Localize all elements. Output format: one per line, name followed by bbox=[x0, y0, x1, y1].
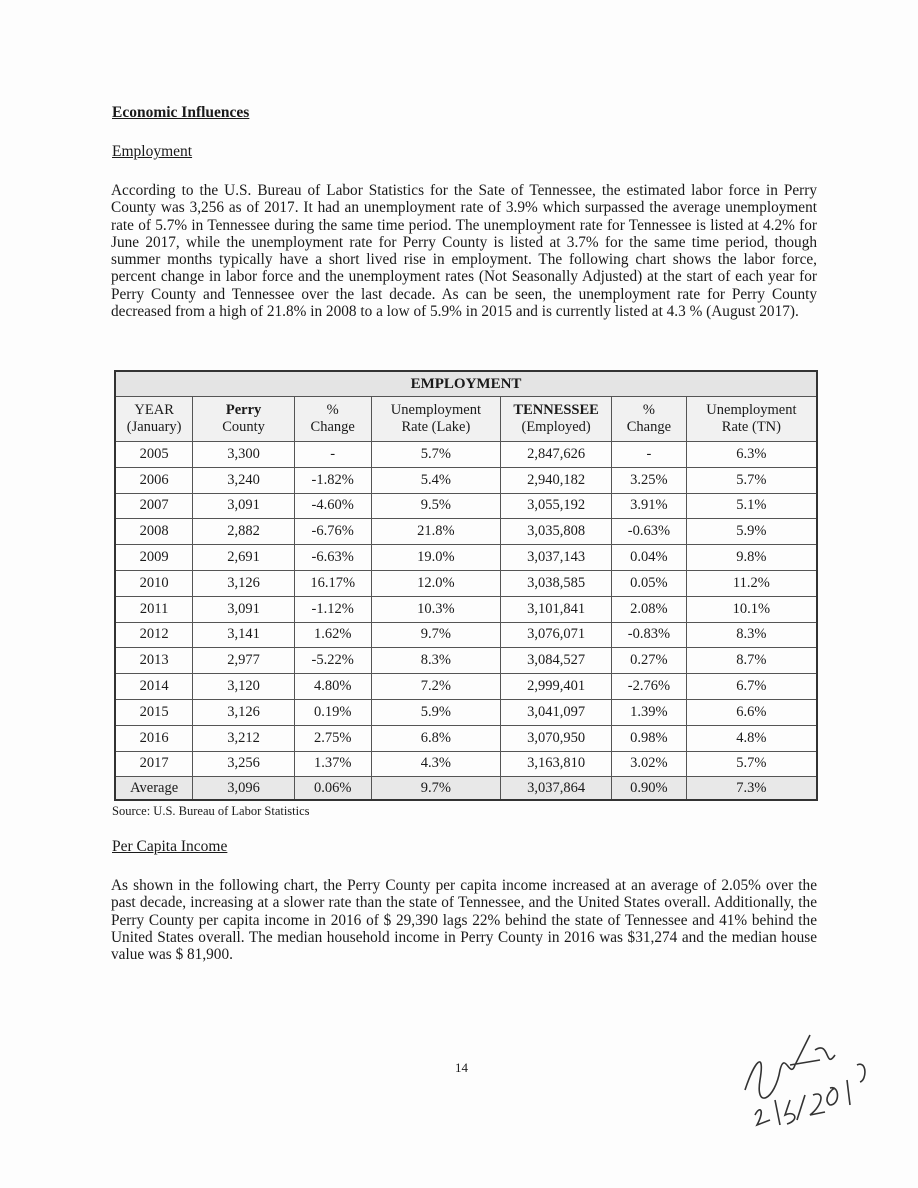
table-cell: 5.7% bbox=[686, 751, 817, 777]
table-cell: 3,163,810 bbox=[501, 751, 612, 777]
table-cell bbox=[686, 397, 817, 442]
table-cell: 2005 bbox=[115, 442, 193, 468]
table-cell: 5.1% bbox=[686, 493, 817, 519]
table-cell: 3,212 bbox=[193, 725, 295, 751]
table-row bbox=[115, 442, 817, 468]
table-cell: 2,940,182 bbox=[501, 467, 612, 493]
table-cell: 3,096 bbox=[193, 777, 295, 801]
table-cell: 1.37% bbox=[294, 751, 371, 777]
table-cell: 3,126 bbox=[193, 570, 295, 596]
table-cell: 16.17% bbox=[294, 570, 371, 596]
table-cell: 3,091 bbox=[193, 596, 295, 622]
table-cell: 5.7% bbox=[686, 467, 817, 493]
table-cell: 7.2% bbox=[371, 674, 501, 700]
table-cell: 2.75% bbox=[294, 725, 371, 751]
table-average-row bbox=[115, 777, 817, 801]
header-line: Rate (TN) bbox=[721, 419, 781, 435]
table-cell: 6.3% bbox=[686, 442, 817, 468]
table-cell: 3,126 bbox=[193, 699, 295, 725]
per-capita-heading: Per Capita Income bbox=[112, 838, 228, 855]
table-row bbox=[115, 519, 817, 545]
header-line: Rate (Lake) bbox=[401, 419, 471, 435]
table-row bbox=[115, 622, 817, 648]
table-cell: 3,300 bbox=[193, 442, 295, 468]
table-cell: 9.7% bbox=[371, 622, 501, 648]
table-cell: 0.27% bbox=[612, 648, 687, 674]
table-cell bbox=[115, 397, 193, 442]
header-line: % bbox=[326, 402, 339, 418]
table-cell: Average bbox=[115, 777, 193, 801]
header-line: Unemployment bbox=[390, 402, 481, 418]
table-cell: 1.39% bbox=[612, 699, 687, 725]
table-cell: 0.06% bbox=[294, 777, 371, 801]
table-cell: 9.7% bbox=[371, 777, 501, 801]
table-cell: - bbox=[294, 442, 371, 468]
table-row bbox=[115, 751, 817, 777]
table-cell bbox=[371, 397, 501, 442]
section-title: Economic Influences bbox=[112, 104, 250, 121]
table-row bbox=[115, 467, 817, 493]
table-cell: 3,091 bbox=[193, 493, 295, 519]
table-cell: 0.19% bbox=[294, 699, 371, 725]
table-cell: 6.7% bbox=[686, 674, 817, 700]
table-cell: 2007 bbox=[115, 493, 193, 519]
header-line: % bbox=[642, 402, 655, 418]
table-cell bbox=[501, 397, 612, 442]
header-line: YEAR bbox=[134, 402, 174, 418]
table-cell: 2011 bbox=[115, 596, 193, 622]
header-line: (Employed) bbox=[521, 419, 591, 435]
table-row bbox=[115, 674, 817, 700]
table-cell bbox=[193, 397, 295, 442]
table-cell: 19.0% bbox=[371, 545, 501, 571]
table-cell: 8.3% bbox=[686, 622, 817, 648]
table-cell: 4.3% bbox=[371, 751, 501, 777]
employment-paragraph: According to the U.S. Bureau of Labor Statistics for the Sate of Tennessee, the estimated labor force in Perry County was 3,256 as of 2017. It had an unemployment rate of 3.9% which surpassed the average unemployment rate of 5.7% in Tennessee during the same time period. The unemployment rate for Tennessee is listed at 4.2% for June 2017, while the unemployment rate for Perry County is listed at 3.7% for the same time period, though summer months typically have a short lived rise in employment. The following chart shows the labor force, percent change in labor force and the unemployment rates (Not Seasonally Adjusted) at the start of each year for Perry County and Tennessee over the last decade. As can be seen, the unemployment rate for Perry County decreased from a high of 21.8% in 2008 to a low of 5.9% in 2015 and is currently listed at 4.3 % (August 2017). bbox=[111, 182, 817, 321]
table-cell: 3.02% bbox=[612, 751, 687, 777]
table-row bbox=[115, 648, 817, 674]
table-cell: 3,101,841 bbox=[501, 596, 612, 622]
table-cell: 0.98% bbox=[612, 725, 687, 751]
table-row bbox=[115, 545, 817, 571]
header-line: (January) bbox=[126, 419, 182, 435]
table-cell: 3,037,864 bbox=[501, 777, 612, 801]
table-cell: 21.8% bbox=[371, 519, 501, 545]
table-cell: - bbox=[612, 442, 687, 468]
table-cell: 2010 bbox=[115, 570, 193, 596]
table-cell: -5.22% bbox=[294, 648, 371, 674]
table-cell: 3,041,097 bbox=[501, 699, 612, 725]
table-cell: 2015 bbox=[115, 699, 193, 725]
table-cell: 3,240 bbox=[193, 467, 295, 493]
table-cell: 8.7% bbox=[686, 648, 817, 674]
table-cell bbox=[612, 397, 687, 442]
table-title: EMPLOYMENT bbox=[115, 371, 817, 397]
table-cell: 10.1% bbox=[686, 596, 817, 622]
table-cell: -6.63% bbox=[294, 545, 371, 571]
table-cell: 9.5% bbox=[371, 493, 501, 519]
table-cell: 3,120 bbox=[193, 674, 295, 700]
table-cell: 2006 bbox=[115, 467, 193, 493]
page-number: 14 bbox=[455, 1060, 468, 1075]
table-source: Source: U.S. Bureau of Labor Statistics bbox=[112, 804, 310, 818]
header-line: Change bbox=[626, 419, 672, 435]
table-cell bbox=[294, 397, 371, 442]
header-line: Perry bbox=[225, 402, 262, 418]
table-cell: 2013 bbox=[115, 648, 193, 674]
table-cell: 6.8% bbox=[371, 725, 501, 751]
table-cell: 3,076,071 bbox=[501, 622, 612, 648]
table-cell: 2,882 bbox=[193, 519, 295, 545]
table-cell: 5.7% bbox=[371, 442, 501, 468]
table-cell: -4.60% bbox=[294, 493, 371, 519]
table-cell: 3,070,950 bbox=[501, 725, 612, 751]
table-cell: 2009 bbox=[115, 545, 193, 571]
table-cell: 0.05% bbox=[612, 570, 687, 596]
table-header-row bbox=[115, 397, 817, 442]
table-row bbox=[115, 725, 817, 751]
table-cell: 5.9% bbox=[371, 699, 501, 725]
table-row bbox=[115, 596, 817, 622]
table-cell: 4.80% bbox=[294, 674, 371, 700]
header-line: Unemployment bbox=[706, 402, 797, 418]
table-cell: 3,055,192 bbox=[501, 493, 612, 519]
table-cell: 2,691 bbox=[193, 545, 295, 571]
table-cell: 2016 bbox=[115, 725, 193, 751]
table-cell: -0.83% bbox=[612, 622, 687, 648]
table-cell: 9.8% bbox=[686, 545, 817, 571]
header-line: County bbox=[222, 419, 265, 435]
table-cell: 5.9% bbox=[686, 519, 817, 545]
table-row bbox=[115, 493, 817, 519]
table-cell: 3,035,808 bbox=[501, 519, 612, 545]
header-line: TENNESSEE bbox=[513, 402, 599, 418]
table-cell: 3,256 bbox=[193, 751, 295, 777]
table-cell: 3,084,527 bbox=[501, 648, 612, 674]
table-cell: 3,141 bbox=[193, 622, 295, 648]
table-row bbox=[115, 570, 817, 596]
table-cell: 3.91% bbox=[612, 493, 687, 519]
table-cell: 3,037,143 bbox=[501, 545, 612, 571]
table-cell: 2017 bbox=[115, 751, 193, 777]
table-cell: -1.82% bbox=[294, 467, 371, 493]
table-cell: 4.8% bbox=[686, 725, 817, 751]
per-capita-paragraph: As shown in the following chart, the Perry County per capita income increased at an average of 2.05% over the past decade, increasing at a slower rate than the state of Tennessee, and the United States overall. Additionally, the Perry County per capita income in 2016 of $ 29,390 lags 22% behind the state of Tennessee and 41% behind the United States overall. The median household income in Perry County in 2016 was $31,274 and the median house value was $ 81,900. bbox=[111, 877, 817, 964]
table-cell: 0.04% bbox=[612, 545, 687, 571]
employment-table bbox=[114, 370, 818, 801]
table-cell: 2.08% bbox=[612, 596, 687, 622]
table-cell: 2012 bbox=[115, 622, 193, 648]
table-cell: 8.3% bbox=[371, 648, 501, 674]
table-cell: 2014 bbox=[115, 674, 193, 700]
table-cell: 1.62% bbox=[294, 622, 371, 648]
table-cell: 2,977 bbox=[193, 648, 295, 674]
table-cell: 2008 bbox=[115, 519, 193, 545]
table-cell: 2,999,401 bbox=[501, 674, 612, 700]
table-cell: 12.0% bbox=[371, 570, 501, 596]
table-cell: 6.6% bbox=[686, 699, 817, 725]
table-cell: -0.63% bbox=[612, 519, 687, 545]
table-cell: -1.12% bbox=[294, 596, 371, 622]
table-cell: -6.76% bbox=[294, 519, 371, 545]
table-cell: 11.2% bbox=[686, 570, 817, 596]
table-cell: 7.3% bbox=[686, 777, 817, 801]
table-cell: 3,038,585 bbox=[501, 570, 612, 596]
employment-heading: Employment bbox=[112, 143, 193, 160]
table-cell: 10.3% bbox=[371, 596, 501, 622]
table-cell: 5.4% bbox=[371, 467, 501, 493]
handwritten-signature bbox=[735, 1020, 875, 1130]
table-row bbox=[115, 699, 817, 725]
header-line: Change bbox=[310, 419, 355, 435]
table-cell: -2.76% bbox=[612, 674, 687, 700]
table-cell: 3.25% bbox=[612, 467, 687, 493]
table-cell: 2,847,626 bbox=[501, 442, 612, 468]
table-cell: 0.90% bbox=[612, 777, 687, 801]
